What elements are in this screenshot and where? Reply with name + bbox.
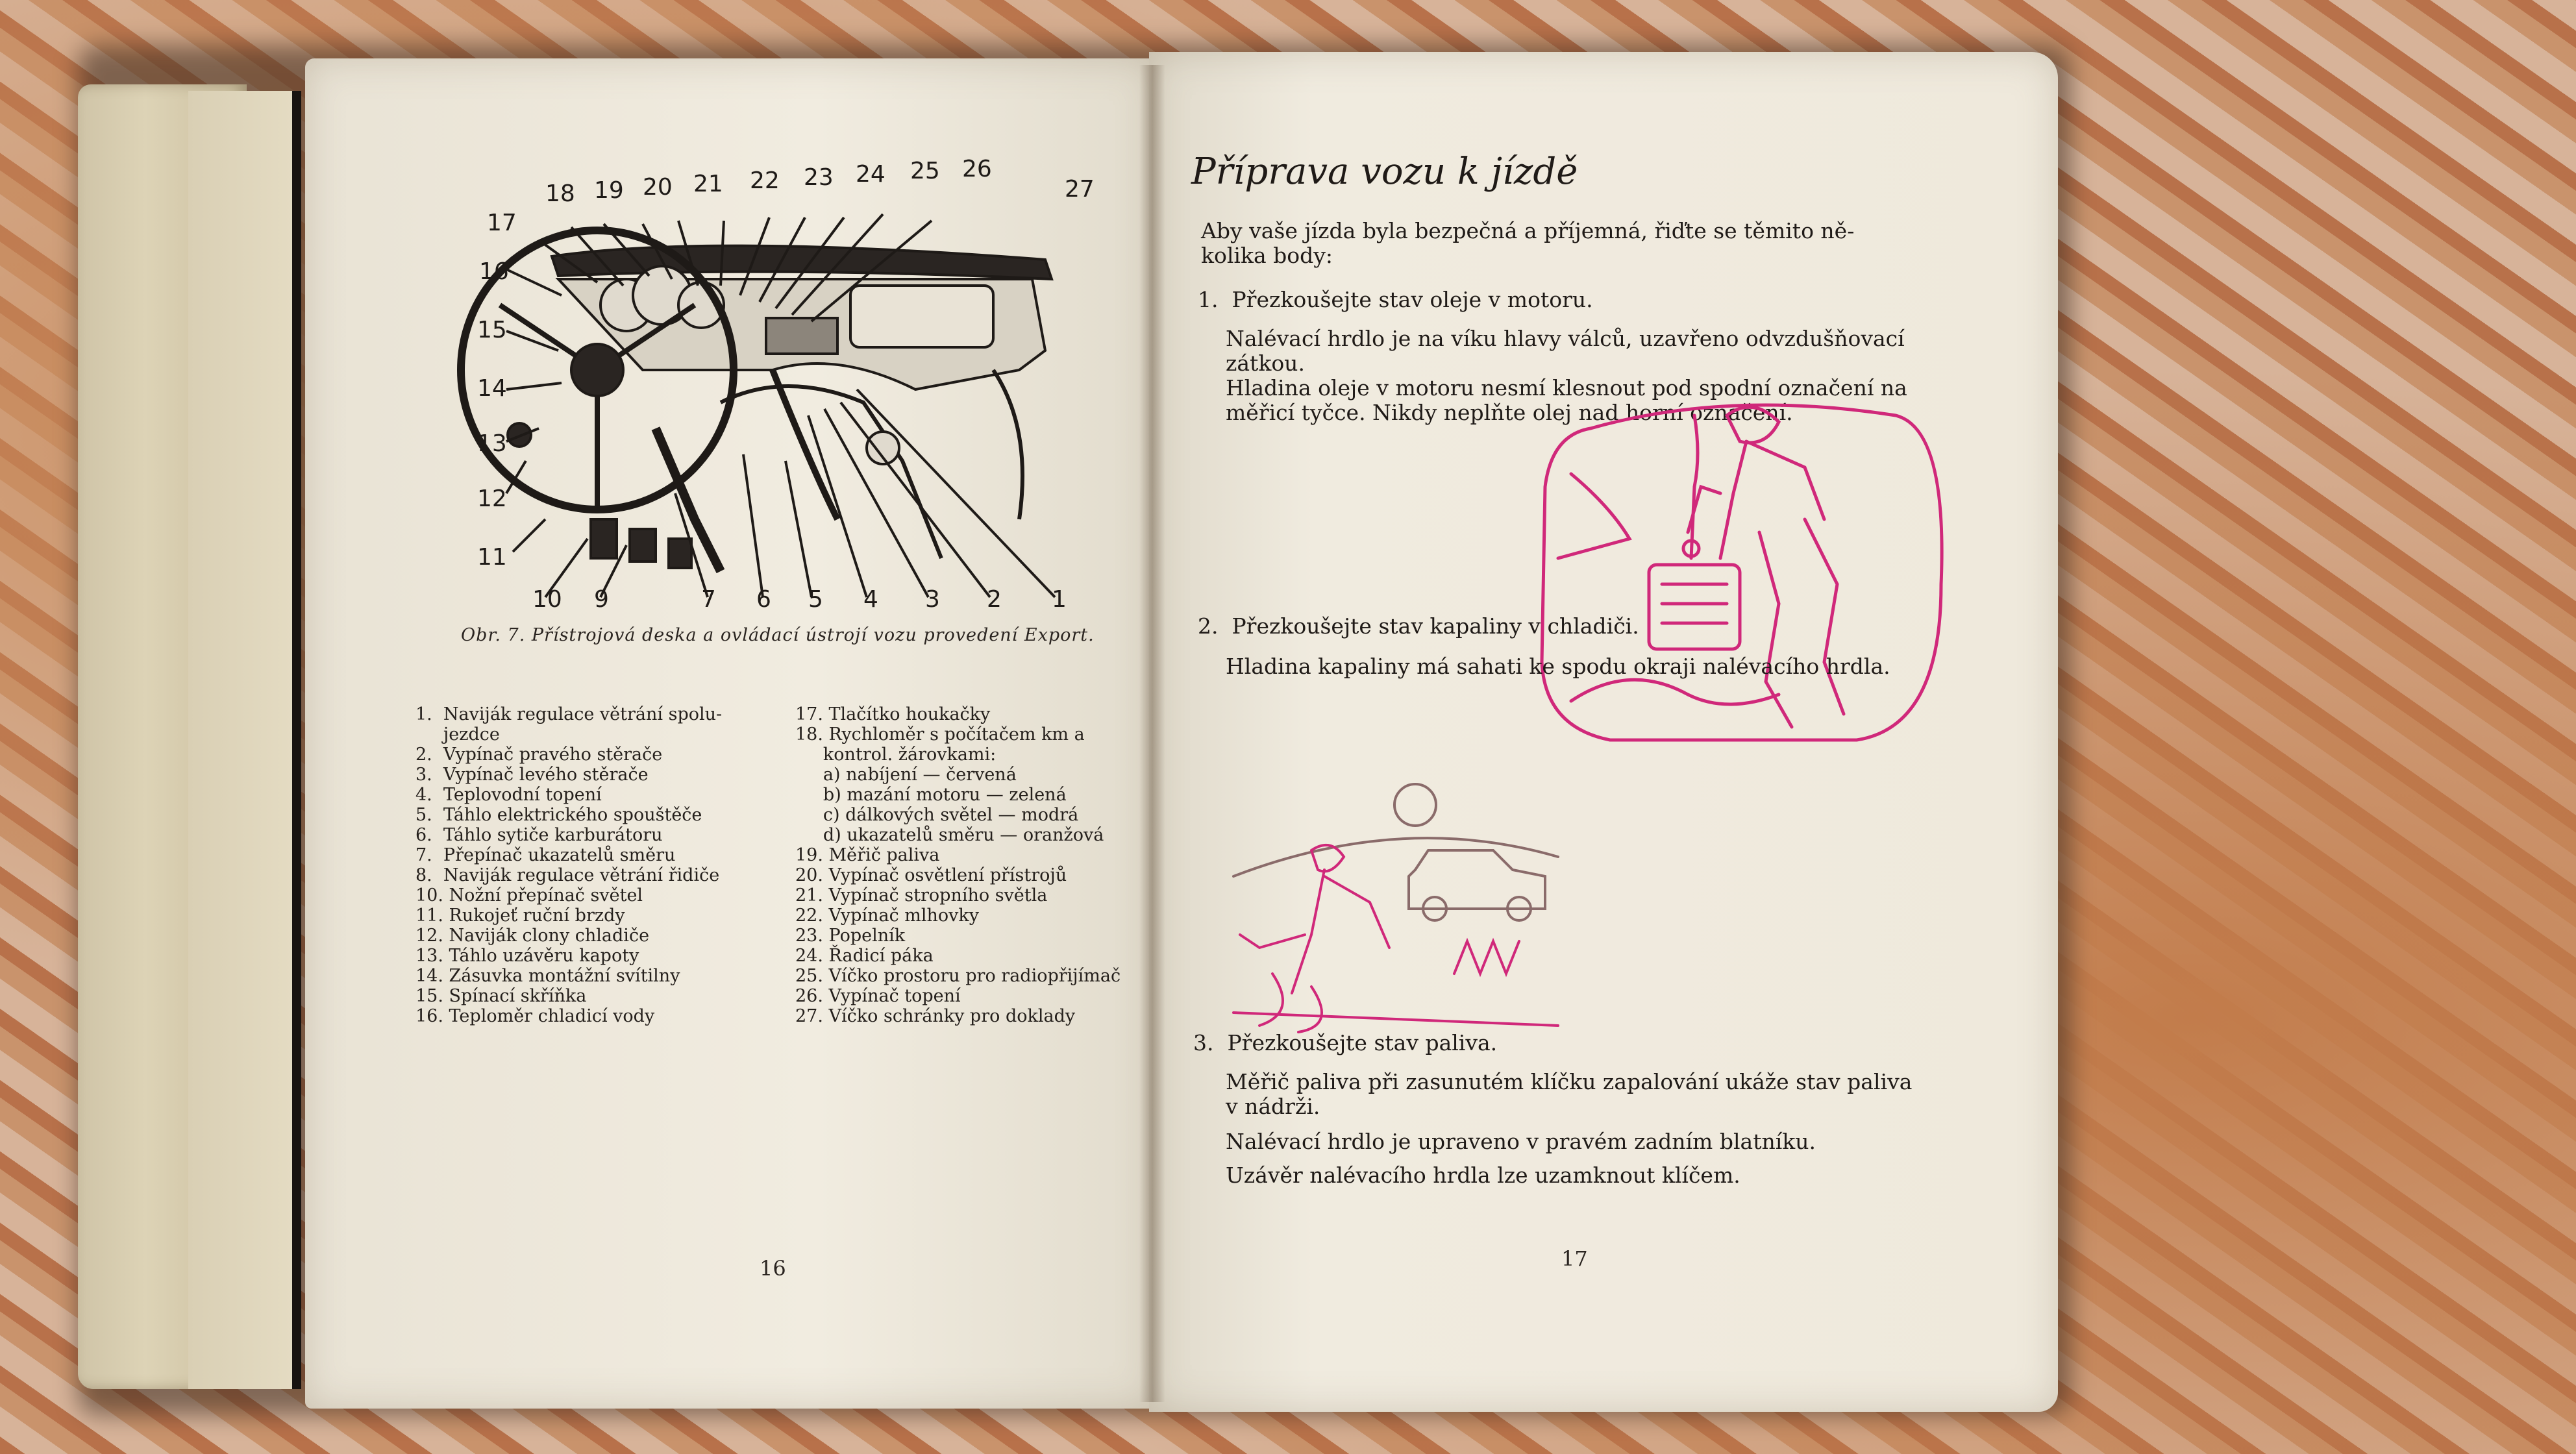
- legend-item: 25. Víčko prostoru pro radiopřijímač: [795, 966, 1121, 986]
- legend-item: 22. Vypínač mlhovky: [795, 906, 980, 926]
- oil-check-illustration: [1532, 389, 1961, 766]
- legend-item: 15. Spínací skříňka: [415, 986, 587, 1006]
- callout-23: 23: [804, 164, 834, 191]
- step-2-body: Hladina kapaliny má sahati ke spodu okraji nalévacího hrdla.: [1226, 654, 1890, 679]
- callout-11: 11: [477, 544, 507, 571]
- callout-12: 12: [477, 486, 507, 512]
- legend-item: b) mazání motoru — zelená: [795, 785, 1067, 805]
- book-spine: [188, 91, 301, 1389]
- legend-item: 2. Vypínač pravého stěrače: [415, 745, 663, 765]
- legend-item: 27. Víčko schránky pro doklady: [795, 1006, 1076, 1026]
- legend-item: d) ukazatelů směru — oranžová: [795, 825, 1104, 845]
- callout-25: 25: [910, 158, 940, 184]
- callout-6: 6: [756, 586, 771, 613]
- legend-item: 17. Tlačítko houkačky: [795, 704, 991, 724]
- fuel-check-illustration: [1220, 779, 1584, 1039]
- legend-item: 26. Vypínač topení: [795, 986, 961, 1006]
- page-number-right: 17: [1561, 1246, 1588, 1271]
- callout-17: 17: [487, 210, 517, 236]
- callout-20: 20: [643, 174, 673, 201]
- callout-19: 19: [594, 177, 624, 204]
- step-1-heading: 1. Přezkoušejte stav oleje v motoru.: [1198, 287, 1593, 312]
- callout-5: 5: [808, 586, 823, 613]
- legend-item: 4. Teplovodní topení: [415, 785, 602, 805]
- legend-item: 10. Nožní přepínač světel: [415, 885, 643, 906]
- legend-item: 20. Vypínač osvětlení přístrojů: [795, 865, 1067, 885]
- callout-2: 2: [987, 586, 1002, 613]
- page-number-left: 16: [760, 1256, 786, 1281]
- legend-item: 13. Táhlo uzávěru kapoty: [415, 946, 639, 966]
- callout-16: 16: [479, 258, 509, 285]
- callout-10: 10: [532, 586, 562, 613]
- callout-14: 14: [477, 375, 507, 402]
- legend-column-2: [795, 704, 1159, 1026]
- legend-item: 21. Vypínač stropního světla: [795, 885, 1048, 906]
- page-title: Příprava vozu k jízdě: [1191, 151, 1578, 193]
- intro-paragraph: Aby vaše jízda byla bezpečná a příjemná, řiďte se těmito ně- kolika body:: [1201, 218, 1855, 268]
- legend-column-1: [415, 704, 753, 1026]
- step-2-heading: 2. Přezkoušejte stav kapaliny v chladiči.: [1198, 613, 1639, 639]
- legend-item: jezdce: [415, 724, 500, 745]
- callout-9: 9: [594, 586, 609, 613]
- callout-26: 26: [962, 156, 992, 182]
- step-3-body-2: Nalévací hrdlo je upraveno v pravém zadním blatníku.: [1226, 1129, 1816, 1154]
- callout-24: 24: [856, 161, 886, 188]
- legend-item: 24. Řadicí páka: [795, 946, 934, 966]
- legend-item: 11. Rukojeť ruční brzdy: [415, 906, 625, 926]
- callout-7: 7: [701, 586, 716, 613]
- legend-item: 7. Přepínač ukazatelů směru: [415, 845, 676, 865]
- legend-item: 23. Popelník: [795, 926, 906, 946]
- legend-item: 8. Naviják regulace větrání řidiče: [415, 865, 720, 885]
- legend-item: 19. Měřič paliva: [795, 845, 940, 865]
- book-gutter: [1139, 65, 1165, 1402]
- callout-18: 18: [545, 180, 575, 207]
- callout-4: 4: [863, 586, 878, 613]
- step-3-body-3: Uzávěr nalévacího hrdla lze uzamknout klíčem.: [1226, 1163, 1740, 1188]
- legend-item: 14. Zásuvka montážní svítilny: [415, 966, 680, 986]
- legend-item: a) nabíjení — červená: [795, 765, 1017, 785]
- callout-13: 13: [477, 430, 507, 457]
- legend-item: c) dálkových světel — modrá: [795, 805, 1079, 825]
- legend-item: 3. Vypínač levého stěrače: [415, 765, 649, 785]
- callout-22: 22: [750, 167, 780, 194]
- dashboard-diagram: [448, 156, 1130, 623]
- callout-27: 27: [1065, 176, 1095, 203]
- step-1-body: Nalévací hrdlo je na víku hlavy válců, uzavřeno odvzdušňovací zátkou. Hladina oleje v motoru nesmí klesnout pod spodní označení na měřicí tyčce. Nikdy neplňte olej nad horní označení.: [1226, 326, 1907, 425]
- callout-21: 21: [693, 171, 723, 197]
- legend-item: 6. Táhlo sytiče karburátoru: [415, 825, 663, 845]
- figure-caption: Obr. 7. Přístrojová deska a ovládací ústrojí vozu provedení Export.: [461, 625, 1095, 645]
- callout-15: 15: [477, 317, 507, 343]
- legend-item: 12. Naviják clony chladiče: [415, 926, 650, 946]
- step-3-body-1: Měřič paliva při zasunutém klíčku zapalování ukáže stav paliva v nádrži.: [1226, 1069, 1913, 1119]
- callout-1: 1: [1052, 586, 1067, 613]
- legend-item: 1. Naviják regulace větrání spolu-: [415, 704, 723, 724]
- legend-item: 18. Rychloměr s počítačem km a: [795, 724, 1085, 745]
- step-3-heading: 3. Přezkoušejte stav paliva.: [1193, 1030, 1498, 1055]
- legend-item: 5. Táhlo elektrického spouštěče: [415, 805, 702, 825]
- legend-item: 16. Teploměr chladicí vody: [415, 1006, 655, 1026]
- callout-3: 3: [925, 586, 940, 613]
- legend-item: kontrol. žárovkami:: [795, 745, 997, 765]
